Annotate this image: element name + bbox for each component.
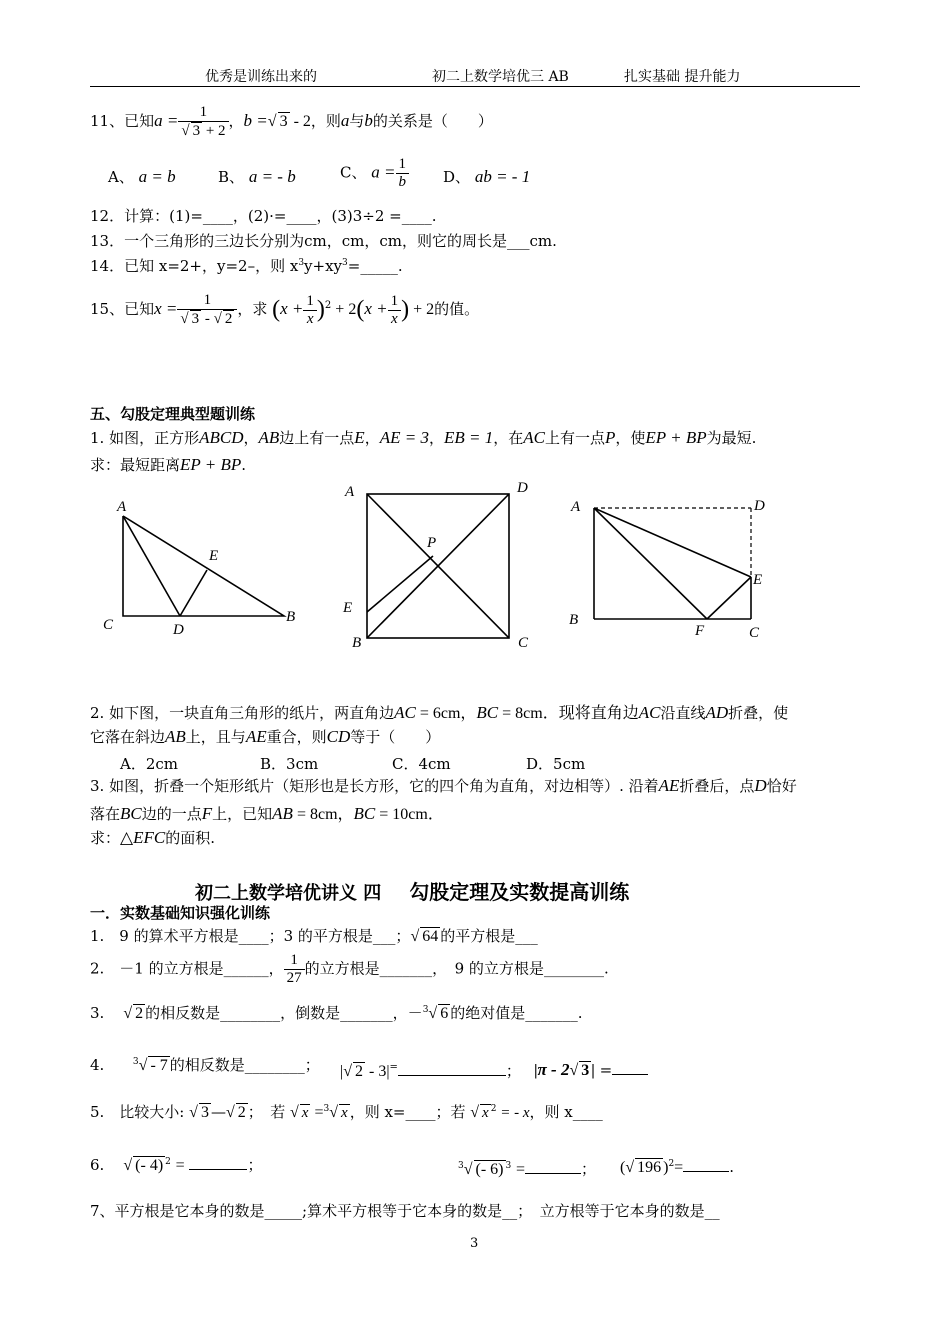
- q11-option-d: D、 ab = - 1: [443, 167, 531, 186]
- problem-1-line-2: 求：最短距离EP + BP.: [90, 455, 246, 474]
- q11-option-b: B、 a = - b: [218, 167, 296, 186]
- lecture-4-title: 初二上数学培优讲义 四 勾股定理及实数提高训练: [195, 880, 630, 904]
- q11-a-var: a =: [154, 111, 179, 130]
- fig2-label-d: D: [517, 480, 528, 496]
- header-left: 优秀是训练出来的: [205, 69, 317, 85]
- question-12: 12．计算：(1)=____，(2)·=____，(3)3÷2 =____.: [90, 207, 437, 225]
- p2-option-a: A．2cm: [120, 755, 179, 773]
- p2-option-b: B．3cm: [260, 755, 319, 773]
- fig2-label-c: C: [518, 635, 529, 651]
- q11-option-a: A、 a = b: [108, 167, 176, 186]
- figure-1-triangle: [123, 516, 284, 616]
- fig1-label-b: B: [286, 609, 296, 625]
- fig3-label-a: A: [571, 499, 581, 515]
- item-6-square: (√ 196 )$^2$= .: [620, 1158, 734, 1176]
- item-2: 2. －1 的立方根是______， $\frac{1}{27}$ 的立方根是_______， 9 的立方根是________.: [90, 952, 609, 986]
- fig2-label-p: P: [427, 535, 437, 551]
- question-14: 14．已知 x=2+，y=2–，则 $x^3y+xy^3=\_\_\_\_\_$.: [90, 257, 403, 275]
- section-5-title: 五、勾股定理典型题训练: [90, 405, 256, 423]
- item-4-abs-1: |√ 2 - 3|= ；: [340, 1062, 521, 1080]
- problem-3-line-2: 落在BC边的一点F上，已知AB = 8cm，BC = 10cm．: [90, 804, 444, 823]
- problem-2-line-1: 2. 如下图，一块直角三角形的纸片，两直角边AC = 6cm，BC = 8cm．现将直角边AC沿直线AD折叠，使: [90, 703, 789, 722]
- fig3-label-b: B: [569, 612, 579, 628]
- p2-option-d: D．5cm: [526, 755, 586, 773]
- question-11: 11、已知a = $\frac{1}{√ 3 + 2}$ ，b =√ 3 - 2，则a与b的关系是（ ）: [90, 104, 493, 139]
- item-5: 5. 比较大小: √ 3 —√ 2 ； 若 √ x =$^3$√ x ，则 x=____；若 √ x $^2$ = - x，则 x____: [90, 1103, 603, 1121]
- problem-3-line-3: 求：△EFC的面积.: [90, 828, 215, 847]
- section-1-subtitle: 一．实数基础知识强化训练: [90, 904, 271, 922]
- fig1-label-d: D: [173, 622, 184, 638]
- fig3-label-f: F: [695, 623, 705, 639]
- item-6: 6. √ (- 4) $^2$ = ；: [90, 1156, 263, 1174]
- problem-3-line-1: 3. 如图，折叠一个矩形纸片（矩形也是长方形，它的四个角为直角，对边相等）. 沿着AE折叠后，点D恰好: [90, 776, 797, 795]
- header-center: 初二上数学培优三 AB: [432, 69, 569, 85]
- fig2-label-a: A: [345, 484, 355, 500]
- q11-b-var: b =: [243, 111, 268, 130]
- item-3: 3. √ 2 的相反数是________，倒数是_______，－$^3$√ 6 的绝对值是_______.: [90, 1004, 583, 1022]
- fig2-label-b: B: [352, 635, 362, 651]
- item-6-cube: $^3$√ (- 6) $^3$ = ；: [458, 1160, 597, 1178]
- problem-1-line-1: 1. 如图，正方形ABCD，AB边上有一点E，AE = 3，EB = 1，在AC上有一点P，使EP + BP为最短.: [90, 428, 757, 447]
- p2-option-c: C．4cm: [392, 755, 451, 773]
- q11-option-c: C、 a = $\frac{1}{b}$: [340, 156, 409, 191]
- q11-prefix: 11、已知: [90, 112, 155, 130]
- fig3-label-d: D: [754, 498, 765, 514]
- figure-2-square: [367, 494, 509, 638]
- fig1-label-c: C: [103, 617, 114, 633]
- figure-3-rectangle: [594, 508, 751, 619]
- fig1-label-a: A: [117, 499, 127, 515]
- problem-2-line-2: 它落在斜边AB上，且与AE重合，则CD等于（ ）: [90, 727, 441, 746]
- item-4-abs-2: |π - 2√ 3 | =: [534, 1060, 648, 1080]
- q11-a-fraction: $\frac{1}{√ 3 + 2}$: [178, 104, 228, 140]
- fig3-label-c: C: [749, 625, 760, 641]
- fig3-label-e: E: [753, 572, 763, 588]
- item-4: 4. $^3$√ - 7 的相反数是________；: [90, 1056, 320, 1074]
- fig2-label-e: E: [343, 600, 353, 616]
- header-right: 扎实基础 提升能力: [624, 69, 741, 85]
- page-number: 3: [470, 1236, 479, 1251]
- item-7: 7、平方根是它本身的数是_____;算术平方根等于它本身的数是__； 立方根等于它本身的数是__: [90, 1202, 720, 1220]
- fig1-label-e: E: [209, 548, 219, 564]
- item-1: 1. 9 的算术平方根是____；3 的平方根是___；√ 64 的平方根是___: [90, 927, 538, 945]
- question-15: 15、已知x = $\frac{1}{√ 3 - √ 2}$ ，求 (x + $\frac{1}{x}$ )$^2$ + 2(x + $\frac{1}{x}$ ) + 2的值。: [90, 292, 480, 327]
- question-13: 13．一个三角形的三边长分别为cm，cm，cm，则它的周长是___cm.: [90, 232, 557, 250]
